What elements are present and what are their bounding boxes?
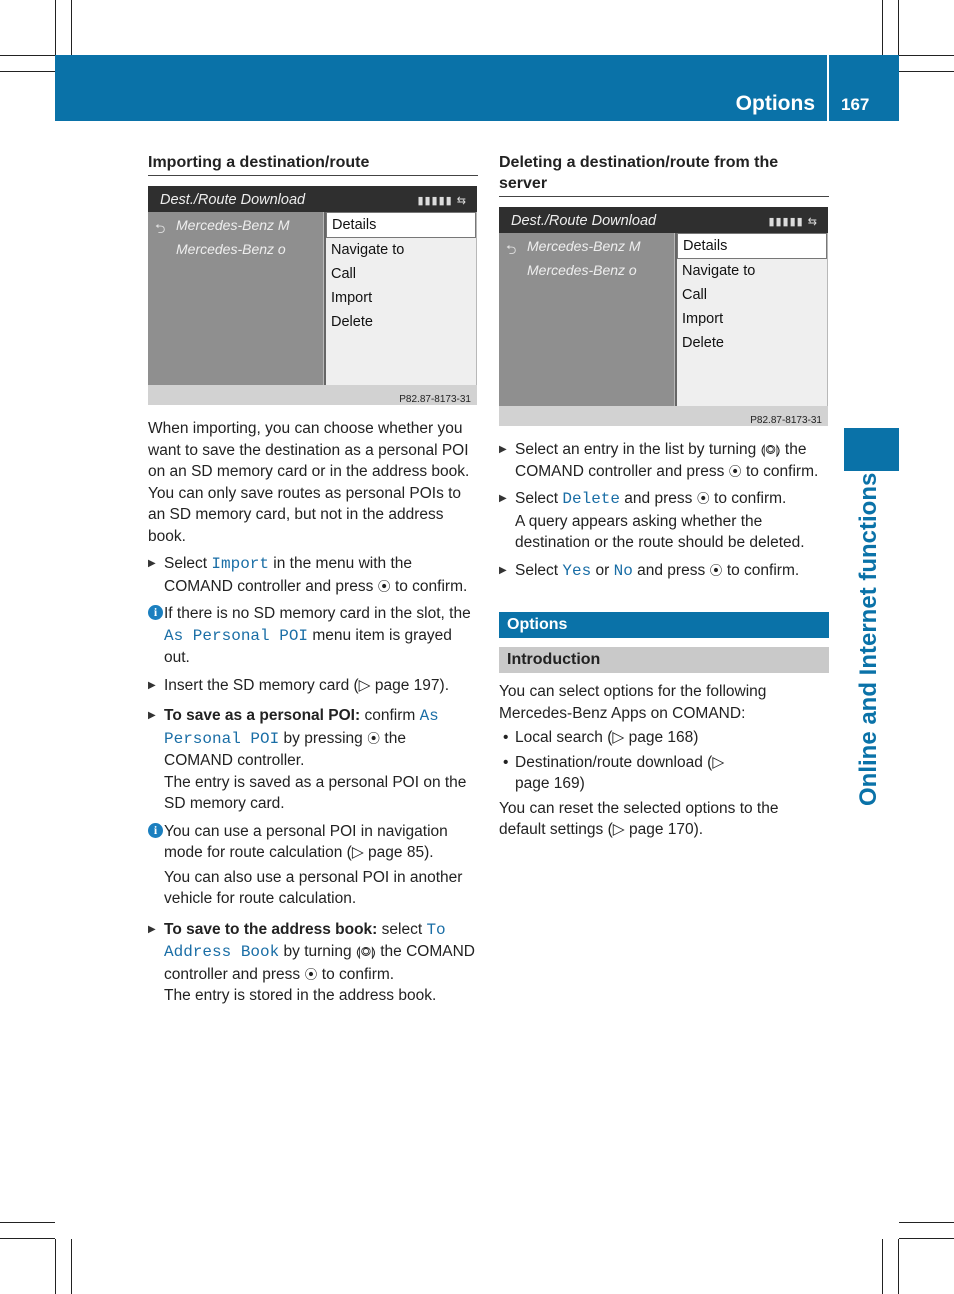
info-icon: i <box>148 605 163 620</box>
step-text: to confirm. <box>741 462 819 480</box>
list-item: Mercedes-Benz o <box>176 241 286 257</box>
info-note <box>148 603 478 669</box>
screen-title: Dest./Route Download <box>160 192 306 208</box>
page-title: Options <box>735 92 815 115</box>
arrow-icon: ▶ <box>499 493 507 504</box>
menu-code: Delete <box>562 490 620 508</box>
crop-mark <box>882 0 883 55</box>
note-text: You can use a personal POI in navigation mode for route calculation (▷ page 85). <box>164 822 448 861</box>
arrow-icon: ▶ <box>148 710 156 721</box>
step-result: The entry is saved as a personal POI on the SD memory card. <box>164 773 467 812</box>
screen-title-bar <box>148 186 477 212</box>
crop-mark <box>899 71 954 72</box>
step-text: in the menu with the COMAND controller and press <box>164 555 413 595</box>
menu-code: As Personal POI <box>164 707 439 748</box>
page-header <box>55 55 899 121</box>
step-item <box>499 439 829 482</box>
menu-code: Import <box>211 555 269 573</box>
info-icon: i <box>148 823 163 838</box>
right-column <box>499 152 829 841</box>
list-item: Mercedes-Benz M <box>527 238 641 254</box>
crop-mark <box>898 1239 899 1294</box>
back-icon: ⮌ <box>155 221 166 236</box>
crop-mark <box>0 1222 55 1223</box>
screen-footer <box>499 406 828 426</box>
crop-mark <box>899 1222 954 1223</box>
crop-mark <box>0 71 55 72</box>
step-item <box>499 488 829 554</box>
menu-item-call: Call <box>682 287 707 303</box>
step-text: by pressing <box>279 729 368 747</box>
back-icon: ⮌ <box>506 242 517 257</box>
menu-item-delete: Delete <box>331 314 373 330</box>
note-text: You can also use a personal POI in another vehicle for route calculation. <box>164 868 463 907</box>
arrow-icon: ▶ <box>148 558 156 569</box>
screen-list <box>499 233 674 406</box>
step-text: by turning <box>279 943 356 960</box>
step-text: to confirm. <box>317 965 395 983</box>
screen-title-bar <box>499 207 828 233</box>
menu-item-details: Details <box>326 212 476 238</box>
menu-code: Yes <box>562 561 592 580</box>
screen-image <box>148 186 477 405</box>
menu-code: No <box>613 561 633 580</box>
step-text: Select <box>515 490 563 507</box>
crop-mark <box>71 1239 72 1294</box>
step-text: Select <box>515 561 563 579</box>
crop-mark <box>882 1239 883 1294</box>
step-text: or <box>591 561 614 579</box>
side-section-label: Online and Internet functions <box>855 472 882 806</box>
step-result: The entry is stored in the address book. <box>164 987 437 1004</box>
step-text: confirm <box>360 707 420 724</box>
crop-mark <box>71 0 72 55</box>
press-icon: ⦿ <box>377 578 391 594</box>
crop-mark <box>899 1238 954 1239</box>
note-text: If there is no SD memory card in the slot, the <box>164 605 471 622</box>
options-section-bar: Options <box>499 612 829 638</box>
arrow-icon: ▶ <box>499 444 507 455</box>
crop-mark <box>0 1238 55 1239</box>
step-text: and press <box>632 561 710 579</box>
step-label: To save as a personal POI: <box>164 707 361 724</box>
crop-mark <box>0 55 55 56</box>
screen-title: Dest./Route Download <box>511 213 657 229</box>
bullet-text: Local search (▷ page 168) <box>515 729 699 746</box>
screen-image <box>499 207 828 426</box>
step-text: to confirm. <box>722 561 800 579</box>
bullet-icon: • <box>503 729 509 746</box>
crop-mark <box>55 1239 56 1294</box>
step-text: and press <box>620 490 697 507</box>
list-item: Mercedes-Benz o <box>527 262 637 278</box>
press-icon: ⦿ <box>367 730 381 746</box>
crop-mark <box>899 55 954 56</box>
menu-item-navigate: Navigate to <box>682 263 756 279</box>
step-item <box>148 705 478 815</box>
image-code: P82.87-8173-31 <box>399 394 471 405</box>
menu-item-delete: Delete <box>682 335 724 351</box>
step-text: Select an entry in the list by turning <box>515 441 761 458</box>
press-icon: ⦿ <box>696 491 710 506</box>
menu-item-import: Import <box>682 311 724 327</box>
step-text: the COMAND controller and press <box>164 943 475 983</box>
menu-item-call: Call <box>331 266 356 282</box>
step-item <box>499 560 829 583</box>
crop-mark <box>898 0 899 55</box>
signal-icon: ▮▮▮▮▮ ⇆ <box>768 216 818 228</box>
step-text: the COMAND controller. <box>164 729 406 769</box>
list-item <box>499 752 745 795</box>
side-tab <box>844 428 899 471</box>
arrow-icon: ▶ <box>148 679 156 691</box>
step-text: to confirm. <box>709 490 787 507</box>
section-heading: Deleting a destination/route from the server <box>499 152 829 197</box>
arrow-icon: ▶ <box>148 923 156 935</box>
step-text: select <box>377 920 427 938</box>
list-item: Mercedes-Benz M <box>176 217 290 233</box>
screen-menu <box>675 233 827 406</box>
options-paragraph: You can select options for the following Mercedes-Benz Apps on COMAND: <box>499 683 767 722</box>
step-text: Select <box>164 555 212 572</box>
screen-footer <box>148 385 477 405</box>
step-item <box>148 553 478 597</box>
menu-code: To Address Book <box>164 920 446 961</box>
menu-item-import: Import <box>331 290 373 306</box>
step-text: the COMAND controller and press <box>515 441 807 480</box>
step-label: To save to the address book: <box>164 920 378 938</box>
menu-item-details: Details <box>677 233 827 259</box>
page-number: 167 <box>841 95 870 114</box>
note-text: menu item is grayed out. <box>164 626 452 666</box>
menu-item-navigate: Navigate to <box>331 242 405 258</box>
arrow-icon: ▶ <box>499 564 507 576</box>
signal-icon: ▮▮▮▮▮ ⇆ <box>417 195 467 207</box>
press-icon: ⦿ <box>709 562 723 578</box>
step-item <box>148 675 478 697</box>
step-text: to confirm. <box>390 577 468 595</box>
step-item <box>148 919 478 1007</box>
bullet-icon: • <box>503 753 509 771</box>
screen-list <box>148 212 323 385</box>
image-code: P82.87-8173-31 <box>750 415 822 426</box>
step-text: Insert the SD memory card (▷ page 197). <box>164 676 450 694</box>
list-item <box>499 727 829 749</box>
intro-paragraph: When importing, you can choose whether you want to save the destination as a personal POI on an SD memory card or in the address book. You can only save routes as personal POIs to an SD memory card, but not in the address book. <box>148 420 470 545</box>
crop-mark <box>55 0 56 55</box>
press-icon: ⦿ <box>728 463 742 479</box>
step-result: A query appears asking whether the destination or the route should be deleted. <box>515 512 805 551</box>
reset-paragraph: You can reset the selected options to the default settings (▷ page 170). <box>499 799 779 838</box>
info-note <box>148 821 478 910</box>
screen-menu <box>324 212 476 385</box>
menu-code: As Personal POI <box>164 626 309 645</box>
section-heading: Importing a destination/route <box>148 152 478 176</box>
header-divider <box>827 55 829 121</box>
press-icon: ⦿ <box>304 966 318 982</box>
left-column <box>148 152 478 1007</box>
introduction-subsection-bar: Introduction <box>499 647 829 673</box>
turn-icon: ⟬◎⟭ <box>760 442 781 457</box>
bullet-text: Destination/route download (▷ page 169) <box>515 753 725 792</box>
turn-icon: ⟬◎⟭ <box>355 944 376 959</box>
